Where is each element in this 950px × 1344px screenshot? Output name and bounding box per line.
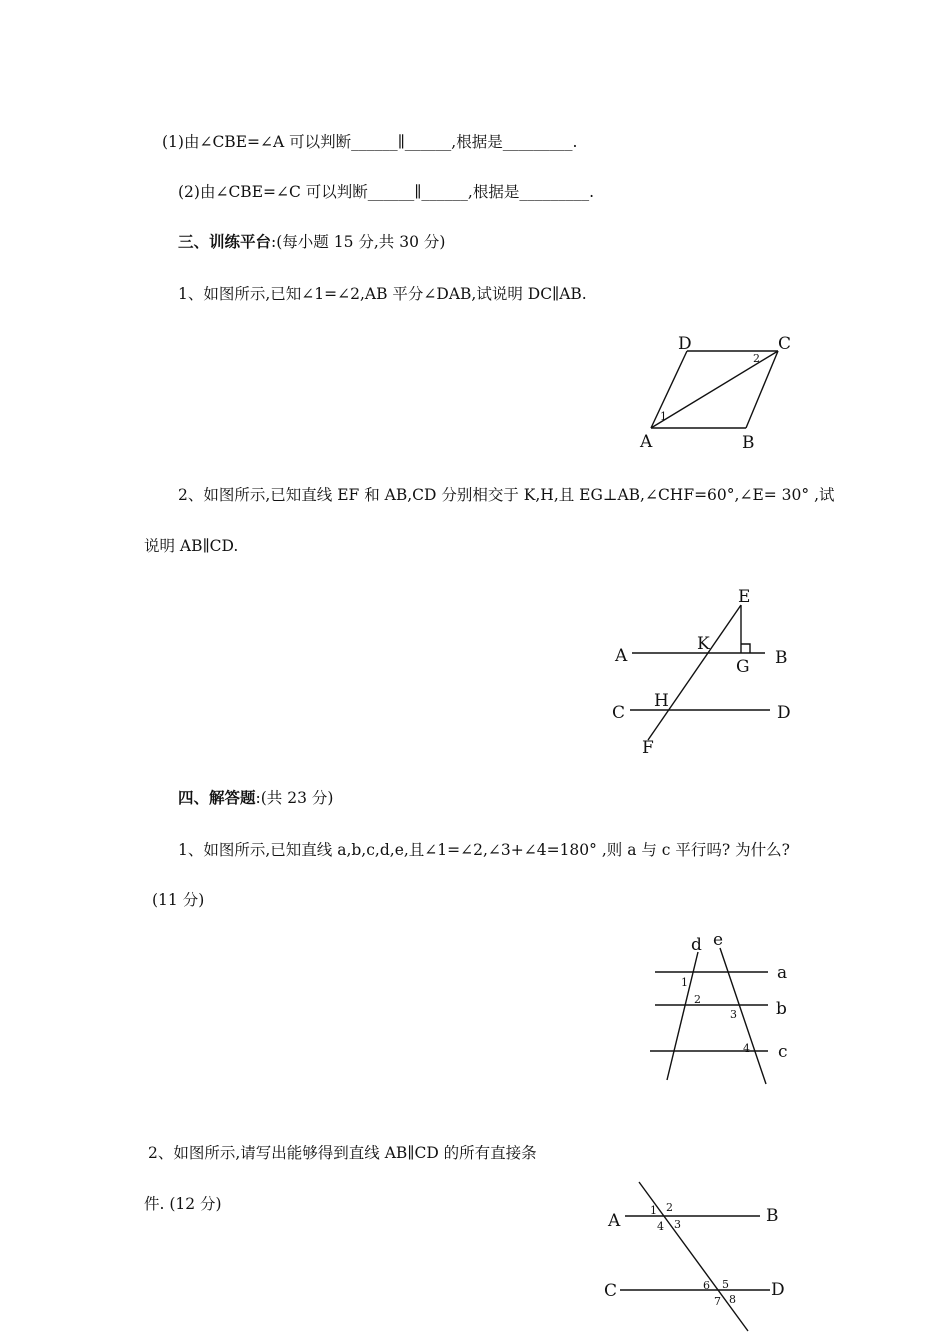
- section-4-note: :(共 23 分): [255, 789, 334, 807]
- fig3-label-b: b: [776, 999, 787, 1019]
- fig2-label-K: K: [697, 634, 710, 654]
- fig4-angle-5: 5: [722, 1278, 729, 1291]
- fig4-label-B: B: [766, 1206, 779, 1226]
- fig4-angle-8: 8: [729, 1293, 736, 1306]
- fig3-label-e: e: [713, 930, 724, 950]
- fig3-label-a: a: [777, 963, 788, 983]
- section-3-heading: [178, 232, 445, 252]
- problem-3-2-line1: 2、如图所示,已知直线 EF 和 AB,CD 分别相交于 K,H,且 EG⊥AB,∠CHF=60°,∠E= 30° ,试: [178, 486, 835, 504]
- problem-4-1-line1: 1、如图所示,已知直线 a,b,c,d,e,且∠1=∠2,∠3+∠4=180° ,则 a 与 c 平行吗? 为什么?: [178, 841, 790, 859]
- fig3-angle-1: 1: [681, 976, 688, 989]
- section-3-note: :(每小题 15 分,共 30 分): [271, 233, 446, 251]
- fig1-label-A: A: [640, 432, 653, 452]
- fig4-label-C: C: [604, 1281, 618, 1301]
- fig3-angle-2: 2: [694, 993, 701, 1006]
- fig3-angle-3: 3: [730, 1008, 737, 1021]
- figure-ab-cd-transversal: [600, 1175, 800, 1335]
- question-2-2: (2)由∠CBE=∠C 可以判断______∥______,根据是_________.: [178, 183, 595, 201]
- problem-3-1: 1、如图所示,已知∠1=∠2,AB 平分∠DAB,试说明 DC∥AB.: [178, 285, 587, 303]
- fig2-label-H: H: [654, 691, 669, 711]
- problem-4-2-line1: 2、如图所示,请写出能够得到直线 AB∥CD 的所有直接条: [148, 1144, 537, 1162]
- fig4-angle-6: 6: [703, 1279, 710, 1292]
- fig4-label-D: D: [771, 1280, 785, 1300]
- fig4-angle-2: 2: [666, 1201, 673, 1214]
- fig1-label-D: D: [678, 334, 692, 354]
- figure-lines-abcde: [640, 925, 800, 1090]
- fig2-label-D: D: [777, 703, 791, 723]
- fig4-angle-4: 4: [657, 1220, 664, 1233]
- section-4-heading: [178, 788, 333, 808]
- problem-3-2-line2: 说明 AB∥CD.: [144, 537, 239, 555]
- section-3-title: 三、训练平台: [178, 233, 272, 251]
- fig2-label-B: B: [775, 648, 788, 668]
- fig2-label-E: E: [738, 587, 751, 607]
- fig4-label-A: A: [608, 1211, 621, 1231]
- fig3-label-d: d: [691, 935, 702, 955]
- fig1-label-B: B: [742, 433, 755, 453]
- question-2-1: (1)由∠CBE=∠A 可以判断______∥______,根据是_________.: [162, 133, 578, 151]
- fig1-angle-2: 2: [753, 352, 760, 365]
- fig4-angle-3: 3: [674, 1218, 681, 1231]
- problem-4-2-line2: 件. (12 分): [144, 1195, 222, 1213]
- fig2-label-C: C: [612, 703, 626, 723]
- fig4-angle-1: 1: [650, 1204, 657, 1217]
- figure-parallelogram: [630, 330, 800, 455]
- fig4-angle-7: 7: [714, 1295, 721, 1308]
- fig1-label-C: C: [778, 334, 792, 354]
- figure-transversal-ef: [600, 580, 800, 760]
- fig1-angle-1: 1: [660, 410, 667, 423]
- section-4-title: 四、解答题: [178, 789, 256, 807]
- fig2-label-A: A: [615, 646, 628, 666]
- fig2-label-F: F: [642, 738, 654, 758]
- fig3-label-c: c: [778, 1042, 788, 1062]
- fig2-label-G: G: [736, 657, 750, 677]
- fig3-angle-4: 4: [743, 1042, 750, 1055]
- problem-4-1-line2: (11 分): [152, 891, 205, 909]
